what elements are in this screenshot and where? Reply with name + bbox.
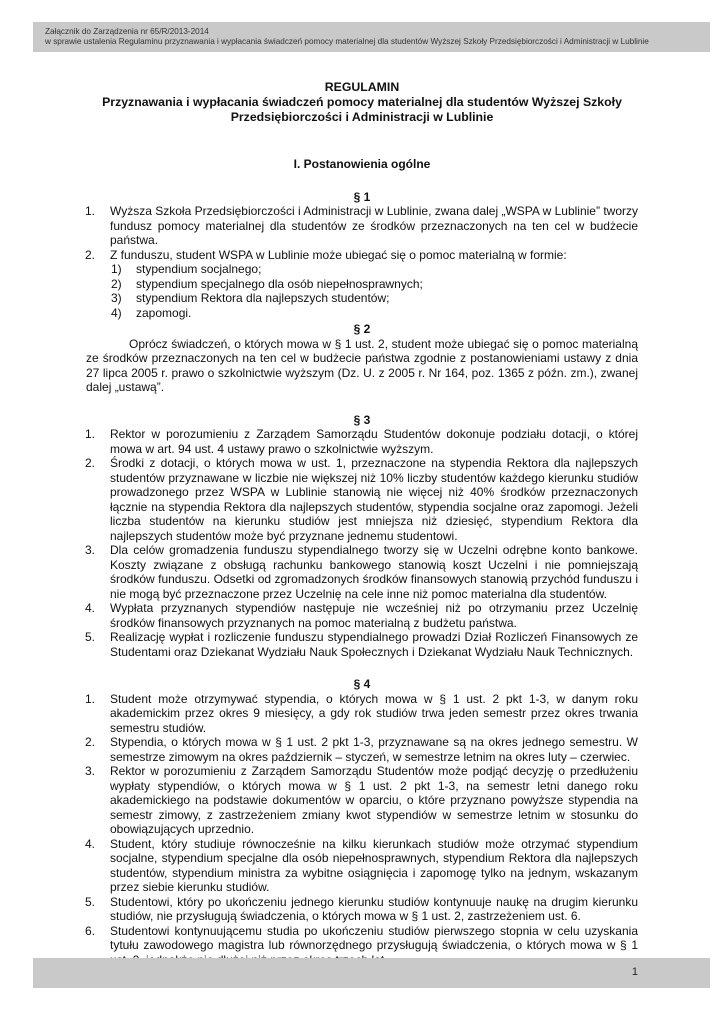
section-3-heading: § 3 xyxy=(353,412,371,427)
item-number: 1. xyxy=(85,691,96,706)
section-1-item xyxy=(86,204,638,248)
sub-item-text: stypendium Rektora dla najlepszych studentów; xyxy=(136,291,390,305)
header-line-1: Załącznik do Zarządzenia nr 65/R/2013-2014 xyxy=(45,27,209,36)
aid-form-item xyxy=(111,277,638,292)
item-number: 3. xyxy=(85,764,96,778)
section-4-item xyxy=(86,837,638,895)
item-text: Z funduszu, student WSPA w Lublinie może ubiegać się o pomoc materialną w formie: xyxy=(110,247,567,262)
item-number: 2. xyxy=(85,456,96,470)
item-number: 2. xyxy=(85,735,96,749)
section-4-heading: § 4 xyxy=(353,677,371,691)
aid-form-item xyxy=(111,306,638,321)
sub-item-number: 1) xyxy=(111,262,122,276)
sub-item-number: 2) xyxy=(111,276,122,291)
item-number: 1. xyxy=(85,427,96,441)
document-footer xyxy=(33,958,710,988)
item-text: Student, który studiuje równocześnie na kilku kierunkach studiów może otrzymać stypendium socjalne, stypendium specjalne dla osób niepełnosprawnych, stypendium Rektora dla najlepszych studentów, stypendium ministra za wybitne osiągnięcia i zapomogę tylko na jednym, wskazanym przez siebie kierunku studiów. xyxy=(110,836,638,894)
section-4-item xyxy=(86,764,638,837)
title-line-3: Przedsiębiorczości i Administracji w Lublinie xyxy=(230,110,494,124)
item-number: 2. xyxy=(85,247,96,262)
item-number: 5. xyxy=(85,630,96,644)
section-3-item xyxy=(86,543,638,601)
section-1-item xyxy=(86,248,638,263)
section-3-item xyxy=(86,630,638,659)
sub-item-text: stypendium specjalnego dla osób niepełnosprawnych; xyxy=(136,276,423,291)
item-text: Studentowi kontynuującemu studia po ukończeniu studiów pierwszego stopnia w celu uzyskania tytułu zawodowego magistra lub równorzędnego przysługują świadczenia, o których mowa w § 1 xyxy=(110,923,638,952)
item-text: Rektor w porozumieniu z Zarządem Samorządu Studentów może podjąć decyzję o przedłużeniu wypłaty stypendiów, o których mowa w § 1 ust. 2 pkt 1-3, na semestr letni danego roku akademickiego na podstawie dokumentów w oparciu, o które przyznano powyższe stypendia na semestr zimowy, z zastrzeżeniem zmiany kwot stypendiów w semestrze letnim w stosunku do obowiązujących uprzednio. xyxy=(110,764,638,836)
item-text: Student może otrzymywać stypendia, o których mowa w § 1 ust. 2 pkt 1-3, w danym roku akademickim przez okres 9 miesięcy, a gdy rok studiów trwa jeden semestr przez okres trwania semestru studiów. xyxy=(110,691,638,735)
item-number: 4. xyxy=(85,601,96,615)
item-text: Dla celów gromadzenia funduszu stypendialnego tworzy się w Uczelni odrębne konto bankowe. Koszty związane z obsługą rachunku bankowego stanowią koszt Uczelni i nie pomniejszają środków funduszu. Odsetki od zgromadzonych środków finansowych stanowią przychód funduszu i nie mogą być przeznaczone przez Uczelnię na cele inne niż pomoc materialna dla studentów. xyxy=(110,543,638,601)
sub-item-number: 3) xyxy=(111,291,122,305)
header-line-2: w sprawie ustalenia Regulaminu przyznawania i wypłacania świadczeń pomocy materialnej dla studentów Wyższej Szkoły Przedsiębiorczości i Administracji w Lublinie xyxy=(45,37,649,46)
section-2-paragraph: Oprócz świadczeń, o których mowa w § 1 ust. 2, student może ubiegać się o pomoc materialną ze środków przeznaczonych na ten cel w budżecie państwa zgodnie z postanowieniami ustawy z dnia 27 lipca 2005 r. prawo o szkolnictwie wyższym (Dz. U. z 2005 r. Nr 164, poz. 1365 z późn. zm.), zwanej dalej „ustawą”. xyxy=(86,336,638,394)
item-text: Stypendia, o których mowa w § 1 ust. 2 pkt 1-3, przyznawane są na okres jednego semestru. W semestrze zimowym na okres październik – styczeń, w semestrze letnim na okres luty – czerwiec. xyxy=(110,735,638,764)
section-4-item xyxy=(86,692,638,736)
section-3-item xyxy=(86,456,638,543)
document-body xyxy=(86,80,638,967)
sub-item-text: zapomogi. xyxy=(136,305,192,320)
section-1-heading: § 1 xyxy=(353,189,371,204)
section-3-item xyxy=(86,427,638,456)
aid-forms-list xyxy=(111,262,638,320)
document-title xyxy=(86,80,638,125)
item-text: Rektor w porozumieniu z Zarządem Samorządu Studentów dokonuje podziału dotacji, o której mowa w art. 94 ust. 4 ustawy prawo o szkolnictwie wyższym. xyxy=(110,427,638,456)
item-text: Realizację wypłat i rozliczenie funduszu stypendialnego prowadzi Dział Rozliczeń Finansowych ze Studentami oraz Dziekanat Wydziału Nauk Społecznych i Dziekanat Wydziału Nauk Technicznych. xyxy=(110,630,638,659)
section-4-list xyxy=(86,692,638,968)
chapter-heading: I. Postanowienia ogólne xyxy=(293,157,431,171)
section-1-list xyxy=(86,204,638,262)
section-4-item xyxy=(86,895,638,924)
aid-form-item xyxy=(111,262,638,277)
sub-item-text: stypendium socjalnego; xyxy=(136,262,262,276)
aid-form-item xyxy=(111,291,638,306)
item-number: 6. xyxy=(85,923,96,938)
item-text: Wypłata przyznanych stypendiów następuje nie wcześniej niż po otrzymaniu przez Uczelnię środków finansowych przyznanych na pomoc materialną z budżetu państwa. xyxy=(110,601,638,630)
item-number: 4. xyxy=(85,836,96,851)
item-text: Wyższa Szkoła Przedsiębiorczości i Administracji w Lublinie, zwana dalej „WSPA w Lublinie” tworzy fundusz pomocy materialnej dla studentów ze środków przeznaczonych na ten cel w budżecie państwa. xyxy=(110,204,638,247)
document-header xyxy=(33,22,710,52)
item-text: Środki z dotacji, o których mowa w ust. 1, przeznaczone na stypendia Rektora dla najlepszych studentów przyznawane w liczbie nie większej niż 10% liczby studentów każdego kierunku studiów prowadzonego przez WSPA w Lublinie stanowią nie więcej niż 40% środków przeznaczonych łącznie na stypendia Rektora dla najlepszych studentów, stypendia socjalne oraz zapomogi. Jeżeli liczba studentów na kierunku studiów jest mniejsza niż dziesięć, stypendium Rektora dla najlepszych studentów może być przyznane jednemu studentowi. xyxy=(110,456,638,543)
sub-item-number: 4) xyxy=(111,305,122,320)
item-number: 1. xyxy=(85,204,96,218)
section-2-heading: § 2 xyxy=(353,322,371,336)
section-4-item xyxy=(86,735,638,764)
page-number: 1 xyxy=(631,966,638,978)
section-3-item xyxy=(86,601,638,630)
item-number: 5. xyxy=(85,894,96,909)
item-text: Studentowi, który po ukończeniu jednego kierunku studiów kontynuuje naukę na drugim kierunku studiów, nie przysługują świadczenia, o których mowa w § 1 ust. 2, zastrzeżeniem ust. 6. xyxy=(110,894,638,923)
title-line-2: Przyznawania i wypłacania świadczeń pomocy materialnej dla studentów Wyższej Szkoły xyxy=(102,95,622,109)
title-main: REGULAMIN xyxy=(324,80,400,94)
item-number: 3. xyxy=(85,543,96,557)
section-3-list xyxy=(86,427,638,659)
